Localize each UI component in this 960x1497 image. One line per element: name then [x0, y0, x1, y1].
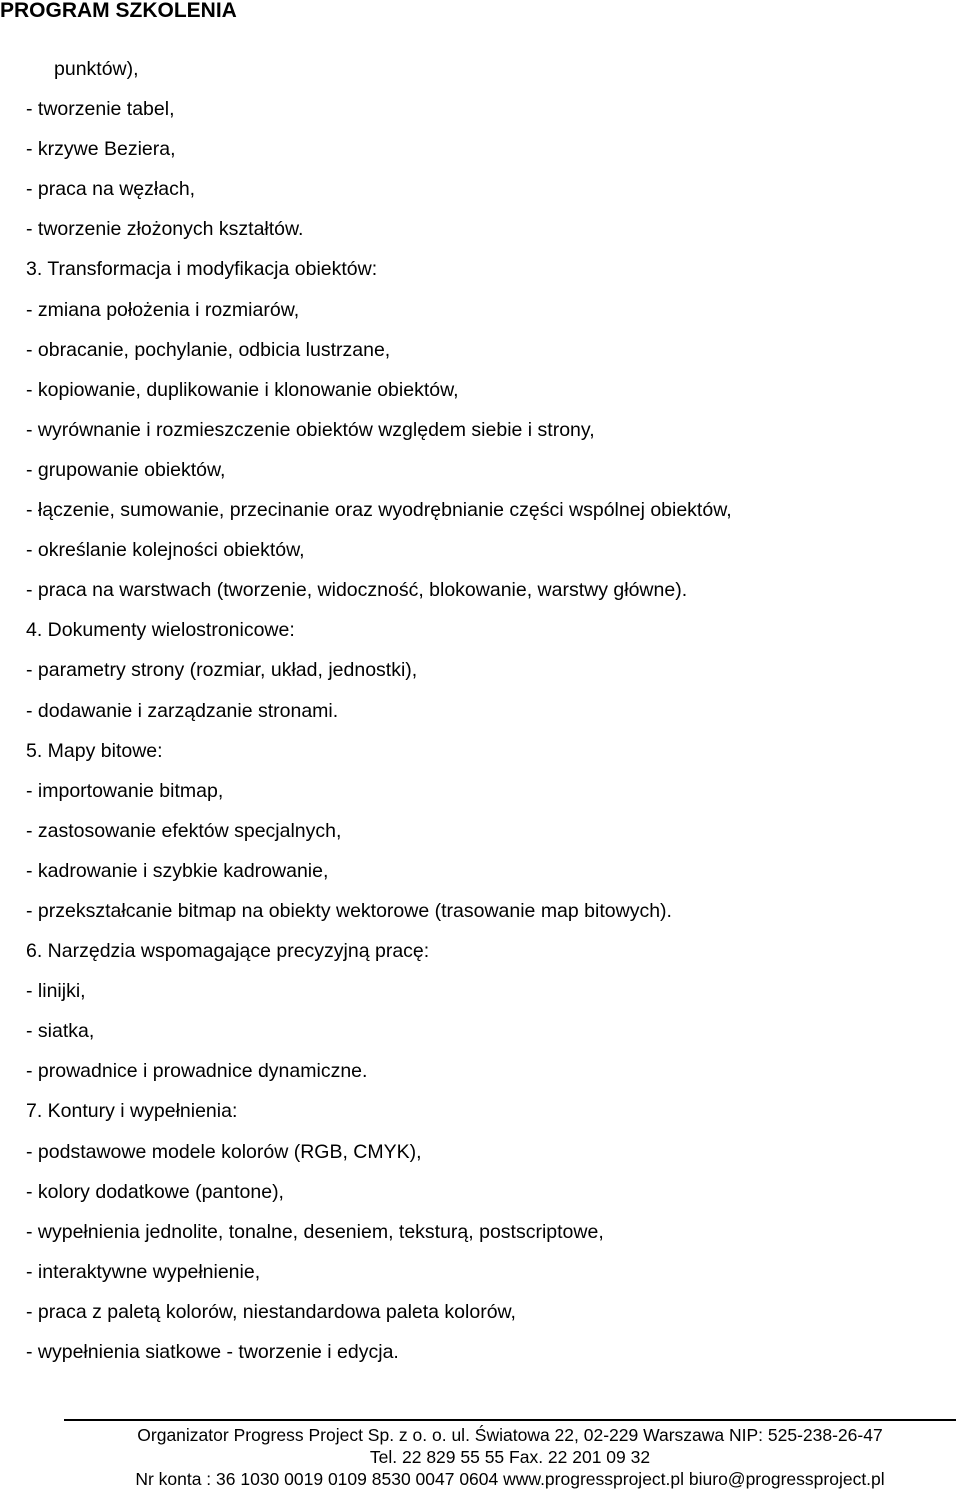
- page-title: PROGRAM SZKOLENIA: [0, 0, 237, 22]
- list-item: - zastosowanie efektów specjalnych,: [26, 819, 342, 842]
- section-heading: 3. Transformacja i modyfikacja obiektów:: [26, 258, 378, 281]
- list-item: - kolory dodatkowe (pantone),: [26, 1180, 284, 1203]
- list-item: - linijki,: [26, 980, 86, 1003]
- footer-contact-line: Tel. 22 829 55 55 Fax. 22 201 09 32: [369, 1447, 651, 1467]
- list-item: - tworzenie złożonych kształtów.: [26, 218, 304, 241]
- list-item: - krzywe Beziera,: [26, 138, 176, 161]
- list-item: - obracanie, pochylanie, odbicia lustrzane,: [26, 338, 391, 361]
- list-item: - zmiana położenia i rozmiarów,: [26, 298, 300, 321]
- list-item: punktów),: [54, 58, 139, 80]
- list-item: - prowadnice i prowadnice dynamiczne.: [26, 1060, 368, 1083]
- list-item: - praca na węzłach,: [26, 178, 196, 201]
- list-item: - określanie kolejności obiektów,: [26, 539, 305, 562]
- section-heading: 6. Narzędzia wspomagające precyzyjną pracę:: [26, 940, 430, 963]
- list-item: - interaktywne wypełnienie,: [26, 1260, 261, 1283]
- footer-account-line: Nr konta : 36 1030 0019 0109 8530 0047 0604 www.progressproject.pl biuro@progressproject.pl: [135, 1469, 885, 1489]
- list-item: - praca na warstwach (tworzenie, widoczność, blokowanie, warstwy główne).: [26, 579, 688, 602]
- list-item: - tworzenie tabel,: [26, 98, 175, 121]
- list-item: - dodawanie i zarządzanie stronami.: [26, 699, 339, 722]
- list-item: - wyrównanie i rozmieszczenie obiektów względem siebie i strony,: [26, 418, 595, 441]
- list-item: - łączenie, sumowanie, przecinanie oraz wyodrębnianie części wspólnej obiektów,: [26, 499, 732, 522]
- list-item: - wypełnienia siatkowe - tworzenie i edycja.: [26, 1341, 399, 1363]
- section-heading: 4. Dokumenty wielostronicowe:: [26, 619, 295, 642]
- list-item: - kadrowanie i szybkie kadrowanie,: [26, 859, 329, 882]
- footer-divider: [64, 1419, 956, 1421]
- list-item: - kopiowanie, duplikowanie i klonowanie obiektów,: [26, 378, 459, 401]
- list-item: - parametry strony (rozmiar, układ, jednostki),: [26, 659, 418, 682]
- list-item: - wypełnienia jednolite, tonalne, deseniem, teksturą, postscriptowe,: [26, 1220, 604, 1243]
- page-footer: [64, 1424, 956, 1490]
- list-item: - importowanie bitmap,: [26, 779, 224, 802]
- footer-organizer-line: Organizator Progress Project Sp. z o. o. ul. Światowa 22, 02-229 Warszawa NIP: 525-238-26-47: [137, 1425, 883, 1445]
- list-item: - podstawowe modele kolorów (RGB, CMYK),: [26, 1140, 422, 1163]
- list-item: - siatka,: [26, 1020, 95, 1043]
- list-item: - praca z paletą kolorów, niestandardowa paleta kolorów,: [26, 1300, 516, 1323]
- section-heading: 7. Kontury i wypełnienia:: [26, 1100, 238, 1123]
- training-program-list: [26, 51, 732, 1374]
- list-item: - przekształcanie bitmap na obiekty wektorowe (trasowanie map bitowych).: [26, 899, 672, 922]
- section-heading: 5. Mapy bitowe:: [26, 739, 163, 762]
- list-item: - grupowanie obiektów,: [26, 458, 226, 481]
